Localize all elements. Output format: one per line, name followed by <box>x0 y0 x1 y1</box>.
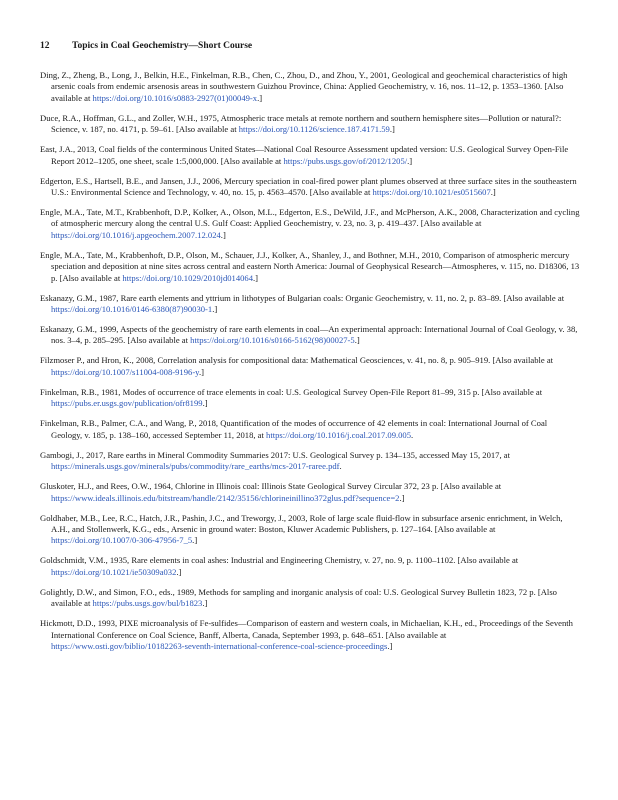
reference-entry: Goldschmidt, V.M., 1935, Rare elements in coal ashes: Industrial and Engineering Chemistry, v. 27, no. 9, p. 1100–1102. [Also available at https://doi.org/10.1021/ie50309a032.] <box>40 555 519 577</box>
reference-text: Gluskoter, H.J., and Rees, O.W., 1964, Chlorine in Illinois coal: Illinois State Geological Survey Circular 372, 23 p. [Also available at <box>40 481 502 492</box>
doi-link[interactable]: https://pubs.usgs.gov/bul/b1823 <box>92 598 203 609</box>
reference-entry: Eskanazy, G.M., 1987, Rare earth elements and yttrium in lithotypes of Bulgarian coals: Organic Geochemistry, v. 11, no. 2, p. 83–89. [Also available at https://doi.org/10.1016/0146-6380(87)90030-1.] <box>40 292 565 315</box>
reference-text: Edgerton, E.S., Hartsell, B.E., and Jansen, J.J., 2006, Mercury speciation in coal-fired power plant plumes observed at three surface sites in the southeastern U.S.: Environmental Science and Technology, v. 40, no. 15, p. 4563–4570. [Also available at <box>40 175 577 198</box>
reference-text: Filzmoser P., and Hron, K., 2008, Correlation analysis for compositional data: Mathematical Geosciences, v. 41, no. 8, p. 905–919. [Also available at <box>40 355 554 366</box>
reference-entry: Duce, R.A., Hoffman, G.L., and Zoller, W.H., 1975, Atmospheric trace metals at remote northern and southern hemisphere sites—Pollution or natural?: Science, v. 187, no. 4171, p. 59–61. [Also available at https://doi.org/10.1126/science.187.4171.59.] <box>40 112 562 135</box>
reference-entry: Gluskoter, H.J., and Rees, O.W., 1964, Chlorine in Illinois coal: Illinois State Geological Survey Circular 372, 23 p. [Also available at https://www.ideals.illinois.edu/bitstream/handle/2142/35156/chlorineinillino372glus.pdf?sequence=2.] <box>40 481 502 503</box>
running-title: Topics in Coal Geochemistry—Short Course <box>72 41 253 51</box>
doi-link[interactable]: https://minerals.usgs.gov/minerals/pubs/commodity/rare_earths/mcs-2017-raree.pdf <box>51 461 340 472</box>
reference-entry: Gambogi, J., 2017, Rare earths in Mineral Commodity Summaries 2017: U.S. Geological Survey p. 134–135, accessed May 15, 2017, at https://minerals.usgs.gov/minerals/pubs/commodity/rare_earths/mcs-2017-raree.pdf. <box>40 449 510 472</box>
reference-text: Goldhaber, M.B., Lee, R.C., Hatch, J.R., Pashin, J.C., and Treworgy, J., 2003, Role of large scale fluid-flow in subsurface arsenic enrichment, in Welch, A.H., and Stollenwerk, K.G., eds., Arsenic in ground water: Boston, Kluwer Academic Publishers, p. 127–164. [Also available at <box>40 512 563 534</box>
doi-link[interactable]: https://doi.org/10.1016/j.apgeochem.2007.12.024 <box>51 229 221 240</box>
reference-text: Finkelman, R.B., Palmer, C.A., and Wang, P., 2018, Quantification of the modes of occurrence of 42 elements in coal: International Journal of Coal Geology, v. 185, p. 138–160, accessed September 11, 2018, at <box>40 418 548 440</box>
reference-entry: Engle, M.A., Tate, M.T., Krabbenhoft, D.P., Kolker, A., Olson, M.L., Edgerton, E.S., DeWild, J.F., and McPherson, A.K., 2008, Characterization and cycling of atmospheric mercury along the central U.S. Gulf Coast: Applied Geochemistry, v. 23, no. 3, p. 419–437. [Also available at https://doi.org/10.1016/j.apgeochem.2007.12.024.] <box>40 207 580 240</box>
doi-link[interactable]: https://doi.org/10.1016/0146-6380(87)90030-1 <box>51 304 213 315</box>
reference-list <box>40 70 580 661</box>
doi-link[interactable]: https://doi.org/10.1021/es0515607 <box>372 187 491 198</box>
reference-entry: Eskanazy, G.M., 1999, Aspects of the geochemistry of rare earth elements in coal—An experimental approach: International Journal of Coal Geology, v. 38, nos. 3–4, p. 285–295. [Also available at https://doi.org/10.1016/s0166-5162(98)00027-5.] <box>40 324 578 346</box>
reference-entry: Engle, M.A., Tate, M., Krabbenhoft, D.P., Olson, M., Schauer, J.J., Kolker, A., Shanley, J., and Bothner, M.H., 2010, Comparison of atmospheric mercury speciation and deposition at nine sites across central and eastern North America: Journal of Geophysical Research—Atmospheres, v. 115, no. D18306, 13 p. [Also available at https://doi.org/10.1029/2010jd014064.] <box>40 249 580 283</box>
reference-text: Eskanazy, G.M., 1987, Rare earth elements and yttrium in lithotypes of Bulgarian coals: Organic Geochemistry, v. 11, no. 2, p. 83–89. [Also available at <box>40 292 565 303</box>
doi-link[interactable]: https://pubs.er.usgs.gov/publication/ofr8199 <box>51 398 203 409</box>
doi-link[interactable]: https://doi.org/10.1016/s0166-5162(98)00027-5 <box>190 335 355 346</box>
reference-entry: Goldhaber, M.B., Lee, R.C., Hatch, J.R., Pashin, J.C., and Treworgy, J., 2003, Role of large scale fluid-flow in subsurface arsenic enrichment, in Welch, A.H., and Stollenwerk, K.G., eds., Arsenic in ground water: Boston, Kluwer Academic Publishers, p. 127–164. [Also available at https://doi.org/10.1007/0-306-47956-7_5.] <box>40 512 563 546</box>
doi-link[interactable]: https://doi.org/10.1021/ie50309a032 <box>51 566 177 577</box>
reference-entry: Finkelman, R.B., 1981, Modes of occurrence of trace elements in coal: U.S. Geological Survey Open-File Report 81–99, 315 p. [Also available at https://pubs.er.usgs.gov/publication/ofr8199.] <box>40 386 543 409</box>
reference-text: Engle, M.A., Tate, M., Krabbenhoft, D.P., Olson, M., Schauer, J.J., Kolker, A., Shanley, J., and Bothner, M.H., 2010, Comparison of atmospheric mercury speciation and deposition at nine sites across central and eastern North America: Journal of Geophysical Research—Atmospheres, v. 115, no. D18306, 13 p. [Also available at <box>40 249 580 283</box>
doi-link[interactable]: https://doi.org/10.1007/0-306-47956-7_5 <box>51 535 193 546</box>
reference-text: Goldschmidt, V.M., 1935, Rare elements in coal ashes: Industrial and Engineering Chemistry, v. 27, no. 9, p. 1100–1102. [Also available at <box>40 555 519 566</box>
reference-entry: Edgerton, E.S., Hartsell, B.E., and Jansen, J.J., 2006, Mercury speciation in coal-fired power plant plumes observed at three surface sites in the southeastern U.S.: Environmental Science and Technology, v. 40, no. 15, p. 4563–4570. [Also available at https://doi.org/10.1021/es0515607.] <box>40 175 577 198</box>
doi-link[interactable]: https://doi.org/10.1007/s11004-008-9196-y <box>51 366 199 377</box>
reference-entry: Ding, Z., Zheng, B., Long, J., Belkin, H.E., Finkelman, R.B., Chen, C., Zhou, D., and Zhou, Y., 2001, Geological and geochemical characteristics of high arsenic coals from endemic arsenosis areas in southwestern Guizhou Province, China: Applied Geochemistry, v. 16, nos. 11–12, p. 1353–1360. [Also available at https://doi.org/10.1016/s0883-2927(01)00049-x.] <box>40 70 568 103</box>
reference-entry: East, J.A., 2013, Coal fields of the conterminous United States—National Coal Resource Assessment updated version: U.S. Geological Survey Open-File Report 2012–1205, one sheet, scale 1:5,000,000. [Also available at https://pubs.usgs.gov/of/2012/1205/.] <box>40 144 569 166</box>
reference-text: Ding, Z., Zheng, B., Long, J., Belkin, H.E., Finkelman, R.B., Chen, C., Zhou, D., and Zhou, Y., 2001, Geological and geochemical characteristics of high arsenic coals from endemic arsenosis areas in southwestern Guizhou Province, China: Applied Geochemistry, v. 16, nos. 11–12, p. 1353–1360. [Also available at <box>40 70 568 103</box>
reference-text: Finkelman, R.B., 1981, Modes of occurrence of trace elements in coal: U.S. Geological Survey Open-File Report 81–99, 315 p. [Also available at <box>40 386 543 397</box>
reference-text: Duce, R.A., Hoffman, G.L., and Zoller, W.H., 1975, Atmospheric trace metals at remote northern and southern hemisphere sites—Pollution or natural?: Science, v. 187, no. 4171, p. 59–61. [Also available at <box>40 112 562 135</box>
reference-text: Engle, M.A., Tate, M.T., Krabbenhoft, D.P., Kolker, A., Olson, M.L., Edgerton, E.S., DeWild, J.F., and McPherson, A.K., 2008, Characterization and cycling of atmospheric mercury along the central U.S. Gulf Coast: Applied Geochemistry, v. 23, no. 3, p. 419–437. [Also available at <box>40 207 580 229</box>
reference-text: Gambogi, J., 2017, Rare earths in Mineral Commodity Summaries 2017: U.S. Geological Survey p. 134–135, accessed May 15, 2017, at <box>40 449 510 460</box>
reference-text: Eskanazy, G.M., 1999, Aspects of the geochemistry of rare earth elements in coal—An experimental approach: International Journal of Coal Geology, v. 38, nos. 3–4, p. 285–295. [Also available at <box>40 324 578 346</box>
doi-link[interactable]: https://doi.org/10.1126/science.187.4171.59 <box>238 124 390 135</box>
reference-entry: Golightly, D.W., and Simon, F.O., eds., 1989, Methods for sampling and inorganic analysis of coal: U.S. Geological Survey Bulletin 1823, 72 p. [Also available at https://pubs.usgs.gov/bul/b1823.] <box>40 586 557 609</box>
reference-text: East, J.A., 2013, Coal fields of the conterminous United States—National Coal Resource Assessment updated version: U.S. Geological Survey Open-File Report 2012–1205, one sheet, scale 1:5,000,000. [Also available at <box>40 144 569 166</box>
doi-link[interactable]: https://www.osti.gov/biblio/10182263-seventh-international-conference-coal-science-proceedings <box>51 640 388 651</box>
doi-link[interactable]: https://www.ideals.illinois.edu/bitstream/handle/2142/35156/chlorineinillino372glus.pdf?sequence=2 <box>51 492 400 503</box>
running-header <box>40 41 252 51</box>
reference-text: Hickmott, D.D., 1993, PIXE microanalysis of Fe-sulfides—Comparison of eastern and western coals, in Michaelian, K.H., ed., Proceedings of the Seventh International Conference on Coal Science, Banff, Alberta, Canada, September 1993, p. 648–651. [Also available at <box>40 618 573 640</box>
doi-link[interactable]: https://doi.org/10.1016/j.coal.2017.09.005 <box>266 429 412 440</box>
reference-entry: Finkelman, R.B., Palmer, C.A., and Wang, P., 2018, Quantification of the modes of occurrence of 42 elements in coal: International Journal of Coal Geology, v. 185, p. 138–160, accessed September 11, 2018, at https://doi.org/10.1016/j.coal.2017.09.005. <box>40 418 548 440</box>
page-number: 12 <box>40 41 50 51</box>
reference-entry: Filzmoser P., and Hron, K., 2008, Correlation analysis for compositional data: Mathematical Geosciences, v. 41, no. 8, p. 905–919. [Also available at https://doi.org/10.1007/s11004-008-9196-y.] <box>40 355 554 377</box>
doi-link[interactable]: https://doi.org/10.1016/s0883-2927(01)00049-x <box>92 92 258 103</box>
doi-link[interactable]: https://pubs.usgs.gov/of/2012/1205/ <box>283 155 408 166</box>
reference-text: Golightly, D.W., and Simon, F.O., eds., 1989, Methods for sampling and inorganic analysis of coal: U.S. Geological Survey Bulletin 1823, 72 p. [Also available at <box>40 586 557 609</box>
doi-link[interactable]: https://doi.org/10.1029/2010jd014064 <box>122 272 254 283</box>
reference-entry: Hickmott, D.D., 1993, PIXE microanalysis of Fe-sulfides—Comparison of eastern and western coals, in Michaelian, K.H., ed., Proceedings of the Seventh International Conference on Coal Science, Banff, Alberta, Canada, September 1993, p. 648–651. [Also available at https://www.osti.gov/biblio/10182263-seventh-international-conference-coal-science-proceedings.] <box>40 618 573 651</box>
